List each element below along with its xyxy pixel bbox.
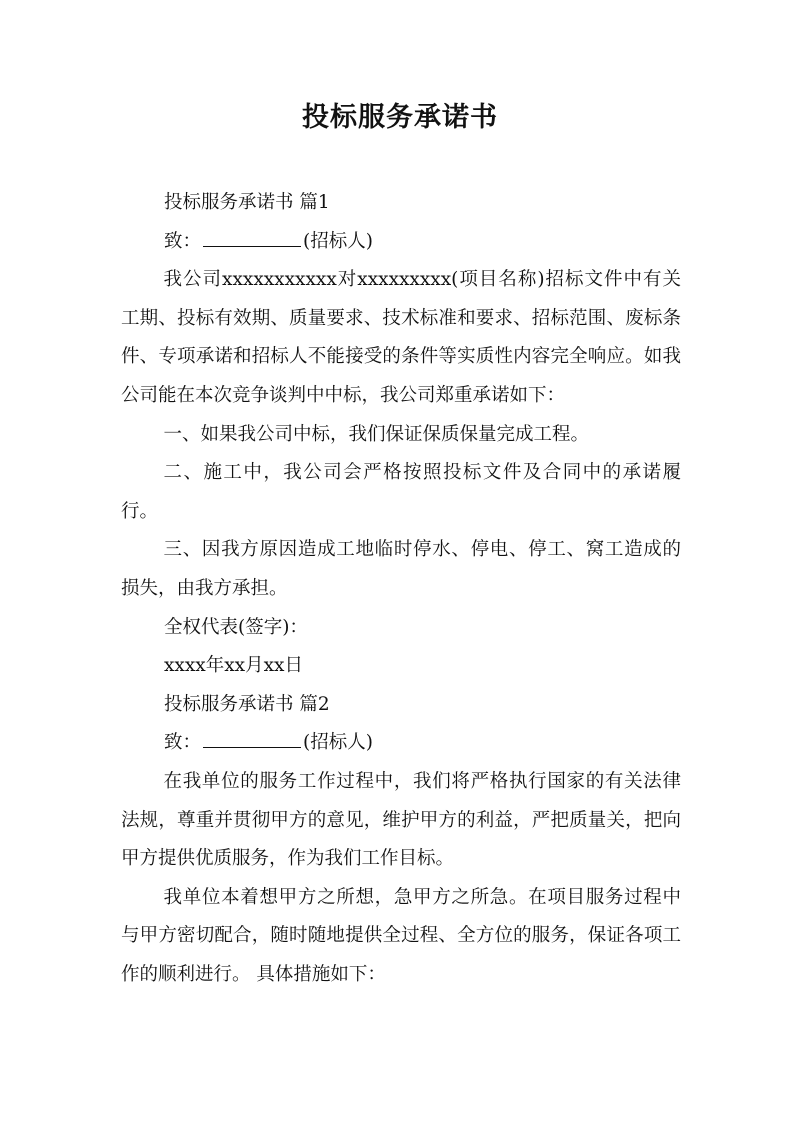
document-title: 投标服务承诺书	[302, 102, 498, 133]
addressee-prefix: 致：	[164, 230, 202, 252]
section-heading-2: 投标服务承诺书 篇2	[164, 693, 330, 715]
paragraph: 二、施工中，我公司会严格按照投标文件及合同中的承诺履行。	[121, 462, 681, 522]
blank-underline	[203, 730, 301, 748]
section-heading-1: 投标服务承诺书 篇1	[164, 192, 330, 213]
paragraph: 我公司xxxxxxxxxxx对xxxxxxxxx(项目名称)招标文件中有关工期、投标有效期、质量要求、技术标准和要求、招标范围、废标条件、专项承诺和招标人不能接受的条件等实质性内容完全响应。如我公司能在本次竞争谈判中中标，我公司郑重承诺如下：	[121, 269, 681, 406]
addressee-line-2	[121, 724, 681, 763]
blank-underline	[203, 229, 301, 247]
signature-line: 全权代表(签字)：	[164, 616, 308, 638]
date-line: xxxx年xx月xx日	[164, 655, 303, 677]
paragraph: 在我单位的服务工作过程中，我们将严格执行国家的有关法律法规，尊重并贯彻甲方的意见，维护甲方的利益，严把质量关，把向甲方提供优质服务，作为我们工作目标。	[121, 770, 681, 870]
addressee-line-1	[121, 223, 681, 262]
paragraph: 一、如果我公司中标，我们保证保质保量完成工程。	[163, 423, 590, 445]
document-body	[121, 184, 681, 994]
addressee-prefix: 致：	[164, 732, 202, 754]
addressee-suffix: (招标人)	[303, 732, 373, 754]
paragraph: 三、因我方原因造成工地临时停水、停电、停工、窝工造成的损失，由我方承担。	[121, 539, 681, 599]
paragraph: 我单位本着想甲方之所想，急甲方之所急。在项目服务过程中与甲方密切配合，随时随地提供全过程、全方位的服务，保证各项工作的顺利进行。 具体措施如下：	[121, 886, 681, 985]
addressee-suffix: (招标人)	[303, 230, 373, 252]
